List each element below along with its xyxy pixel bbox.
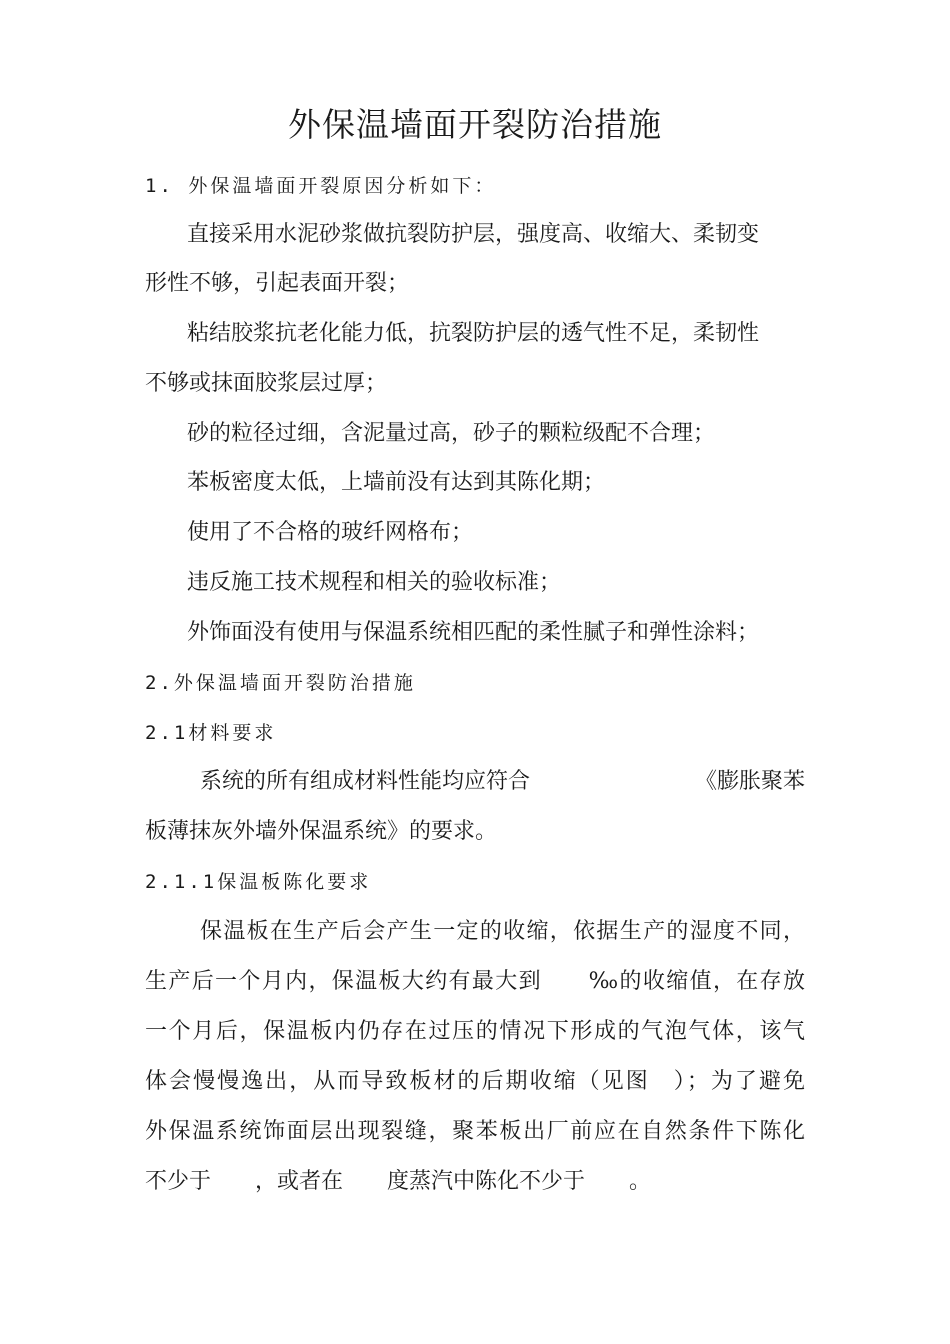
subsection-heading-2-1-1: 2.1.1保温板陈化要求 bbox=[145, 871, 372, 893]
paragraph-line: 一个月后，保温板内仍存在过压的情况下形成的气泡气体，该气 bbox=[145, 1019, 805, 1044]
section-heading-1: 1. 外保温墙面开裂原因分析如下： bbox=[145, 175, 497, 197]
paragraph-line: 体会慢慢逸出，从而导致板材的后期收缩（见图 ）；为了避免 bbox=[145, 1069, 805, 1094]
paragraph-line: 外饰面没有使用与保温系统相匹配的柔性腻子和弹性涂料； bbox=[187, 620, 760, 645]
paragraph-line: 苯板密度太低，上墙前没有达到其陈化期； bbox=[187, 470, 606, 495]
paragraph-line: 使用了不合格的玻纤网格布； bbox=[187, 520, 474, 545]
standard-reference: 《膨胀聚苯 bbox=[694, 769, 805, 794]
paragraph-line: 板薄抹灰外墙外保温系统》的要求。 bbox=[145, 819, 498, 844]
section-heading-2: 2.外保温墙面开裂防治措施 bbox=[145, 672, 416, 694]
paragraph-line: 粘结胶浆抗老化能力低，抗裂防护层的透气性不足，柔韧性 bbox=[187, 321, 760, 346]
paragraph-line: 系统的所有组成材料性能均应符合 bbox=[200, 769, 531, 794]
paragraph-line: 不少于 ，或者在 度蒸汽中陈化不少于 。 bbox=[145, 1169, 652, 1194]
paragraph-line: 砂的粒径过细，含泥量过高，砂子的颗粒级配不合理； bbox=[187, 421, 716, 446]
document-title: 外保温墙面开裂防治措施 bbox=[288, 105, 662, 144]
subsection-heading-2-1: 2.1材料要求 bbox=[145, 722, 277, 744]
paragraph-line: 直接采用水泥砂浆做抗裂防护层，强度高、收缩大、柔韧变 bbox=[187, 222, 760, 247]
paragraph-line: 外保温系统饰面层出现裂缝，聚苯板出厂前应在自然条件下陈化 bbox=[145, 1119, 805, 1144]
paragraph-line: 不够或抹面胶浆层过厚； bbox=[145, 371, 388, 396]
paragraph-line: 保温板在生产后会产生一定的收缩，依据生产的湿度不同， bbox=[200, 919, 805, 944]
paragraph-line: 生产后一个月内，保温板大约有最大到 ‰的收缩值，在存放 bbox=[145, 969, 805, 994]
paragraph-line: 形性不够，引起表面开裂； bbox=[145, 271, 410, 296]
paragraph-line: 违反施工技术规程和相关的验收标准； bbox=[187, 570, 562, 595]
